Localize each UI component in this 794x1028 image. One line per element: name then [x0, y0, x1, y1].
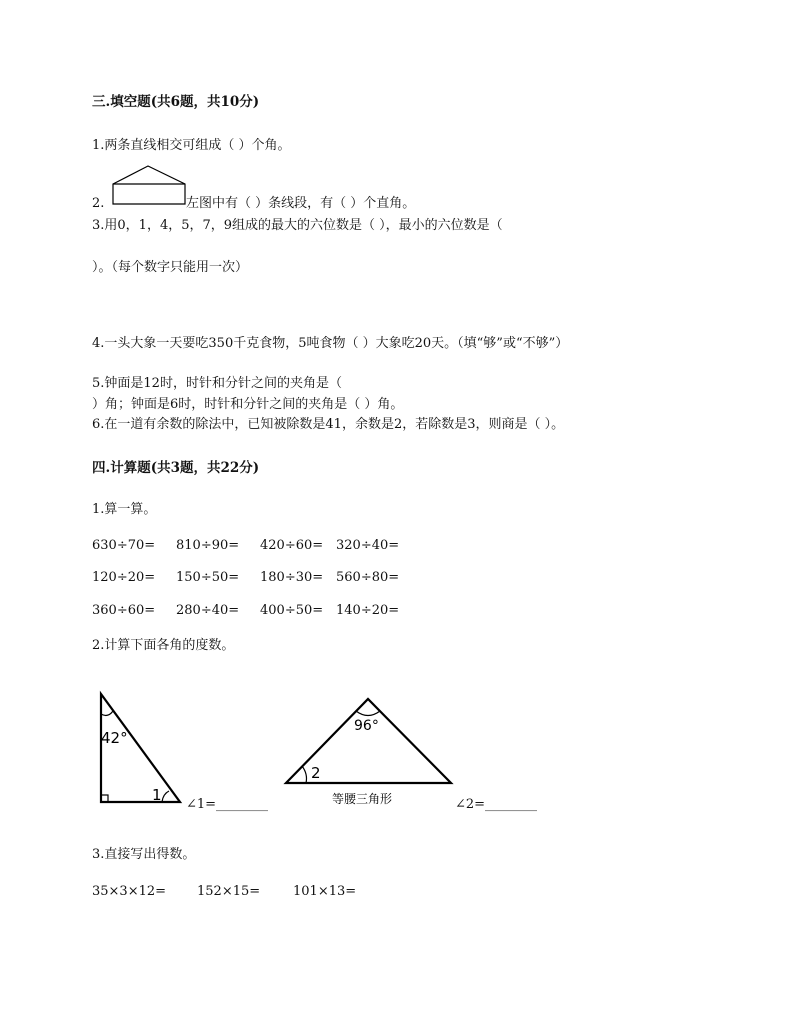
angle-arc-1	[162, 791, 169, 802]
angle-arc-2	[302, 766, 307, 783]
question-3-1: 1.两条直线相交可组成（ ）个角。	[92, 138, 291, 153]
section3-heading: 三.填空题(共6题，共10分)	[92, 94, 260, 110]
angle-96-label: 96°	[354, 718, 379, 734]
angle-arc-top	[356, 711, 380, 716]
angle-42-label: 42°	[101, 729, 128, 747]
question-3-4: 4.一头大象一天要吃350千克食物，5吨食物（ ）大象吃20天。（填“够”或“不够”）	[92, 336, 569, 351]
calc-cell: 400÷50=	[260, 603, 324, 618]
isosceles-triangle-figure	[280, 690, 460, 810]
angle-1-answer: ∠1=________	[186, 797, 269, 812]
question-4-1-title: 1.算一算。	[92, 502, 157, 517]
question-3-2: 左图中有（ ）条线段，有（ ）个直角。	[186, 196, 416, 211]
pentagon-shape	[113, 166, 185, 204]
calc-cell: 180÷30=	[260, 570, 324, 585]
question-3-6: 6.在一道有余数的除法中，已知被除数是41，余数是2，若除数是3，则商是（ ）。	[92, 417, 565, 432]
question-4-2-title: 2.计算下面各角的度数。	[92, 638, 235, 653]
calc-cell: 320÷40=	[336, 538, 400, 553]
question-3-3-line1: 3.用0，1，4，5，7，9组成的最大的六位数是（ ），最小的六位数是（	[92, 218, 503, 233]
right-triangle-shape	[101, 694, 180, 802]
question-3-3-line2: ）。（每个数字只能用一次）	[92, 260, 249, 275]
angle-2-answer: ∠2=________	[455, 797, 538, 812]
calc-cell: 810÷90=	[176, 538, 240, 553]
pentagon-figure	[110, 164, 190, 208]
calc-item: 101×13=	[293, 884, 357, 899]
triangle-caption: 等腰三角形	[332, 792, 393, 806]
calc-cell: 630÷70=	[92, 538, 156, 553]
question-3-2-number: 2.	[92, 196, 105, 211]
calc-cell: 420÷60=	[260, 538, 324, 553]
calc-cell: 360÷60=	[92, 603, 156, 618]
calc-cell: 150÷50=	[176, 570, 240, 585]
question-4-3-title: 3.直接写出得数。	[92, 847, 196, 862]
angle-2-label: 2	[311, 764, 321, 782]
angle-arc-top	[101, 711, 113, 715]
calc-cell: 120÷20=	[92, 570, 156, 585]
calc-cell: 140÷20=	[336, 603, 400, 618]
calc-cell: 280÷40=	[176, 603, 240, 618]
right-triangle-figure	[92, 688, 192, 810]
section4-heading: 四.计算题(共3题，共22分)	[92, 460, 260, 476]
calc-item: 35×3×12=	[92, 884, 167, 899]
question-3-5-line1: 5.钟面是12时，时针和分针之间的夹角是（	[92, 376, 342, 391]
calc-item: 152×15=	[197, 884, 261, 899]
question-3-5-line2: ）角；钟面是6时，时针和分针之间的夹角是（ ）角。	[92, 397, 404, 412]
calc-cell: 560÷80=	[336, 570, 400, 585]
angle-1-label: 1	[152, 786, 162, 804]
